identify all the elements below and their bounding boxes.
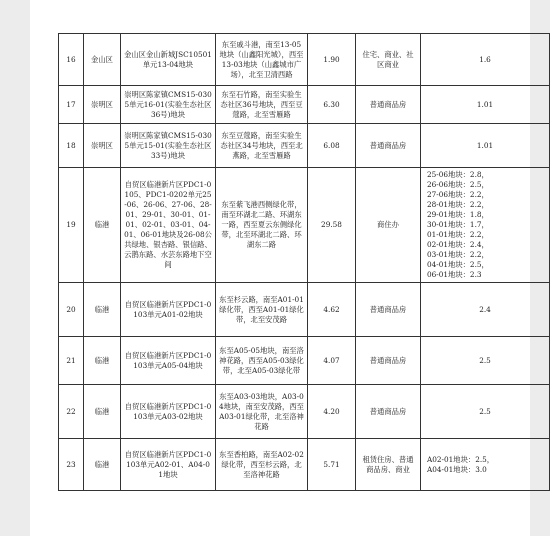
floor-area-ratio-line: A02-01地块：2.5， xyxy=(427,454,495,464)
floor-area-ratio-line: 02-01地块：2.4， xyxy=(427,240,489,249)
usage-cell: 住宅、商业、社区商业 xyxy=(356,34,421,86)
table-row xyxy=(59,168,550,283)
table-row xyxy=(59,439,550,491)
row-number: 22 xyxy=(59,385,84,439)
document-page xyxy=(30,0,530,536)
row-number: 23 xyxy=(59,439,84,491)
row-number: 21 xyxy=(59,337,84,385)
floor-area-ratio-line: 28-01地块：2.2， xyxy=(427,200,489,209)
row-number: 18 xyxy=(59,124,84,168)
district-cell: 临港 xyxy=(84,283,121,337)
floor-area-ratio-line: 1.6 xyxy=(479,54,491,64)
table-row xyxy=(59,34,550,86)
row-number: 20 xyxy=(59,283,84,337)
table-row xyxy=(59,283,550,337)
floor-area-ratio-line: 2.4 xyxy=(479,304,491,314)
floor-area-ratio-line: 27-06地块：2.2， xyxy=(427,190,489,199)
floor-area-ratio-line: 03-01地块：2.2， xyxy=(427,250,489,259)
district-cell: 金山区 xyxy=(84,34,121,86)
area-cell: 29.58 xyxy=(308,168,356,283)
district-cell: 临港 xyxy=(84,168,121,283)
usage-cell: 普通商品房 xyxy=(356,86,421,124)
floor-area-ratio-line: A04-01地块：3.0 xyxy=(427,464,487,474)
district-cell: 崇明区 xyxy=(84,124,121,168)
usage-cell: 商住办 xyxy=(356,168,421,283)
table-row xyxy=(59,124,550,168)
floor-area-ratio-line: 01-01地块：2.2， xyxy=(427,230,489,239)
floor-area-ratio-line: 29-01地块：1.8， xyxy=(427,210,489,219)
district-cell: 临港 xyxy=(84,337,121,385)
plot-name-cell: 崇明区陈家镇CMS15-0305单元15-01(实验生态社区33号)地块 xyxy=(121,124,216,168)
boundary-cell: 东至石竹路，南至实验生态社区36号地块，西至豆蔻路，北至雪雁路 xyxy=(216,86,308,124)
floor-area-ratio-cell xyxy=(421,385,550,439)
area-cell: 6.08 xyxy=(308,124,356,168)
area-cell: 4.20 xyxy=(308,385,356,439)
area-cell: 4.62 xyxy=(308,283,356,337)
boundary-cell: 东至杉云路，南至A01-01绿化带，西至A01-01绿化带，北至安茂路 xyxy=(216,283,308,337)
usage-cell: 普通商品房 xyxy=(356,283,421,337)
usage-cell: 普通商品房 xyxy=(356,337,421,385)
plot-name-cell: 自贸区临港新片区PDC1-0103单元A03-02地块 xyxy=(121,385,216,439)
floor-area-ratio-cell xyxy=(421,439,550,491)
floor-area-ratio-cell xyxy=(421,34,550,86)
area-cell: 6.30 xyxy=(308,86,356,124)
boundary-cell: 东至豆蔻路，南至实验生态社区34号地块，西至北燕路，北至雪雁路 xyxy=(216,124,308,168)
plot-name-cell: 金山区金山新城JSC10501单元13-04地块 xyxy=(121,34,216,86)
plot-name-cell: 自贸区临港新片区PDC1-0103单元A05-04地块 xyxy=(121,337,216,385)
floor-area-ratio-cell xyxy=(421,168,550,283)
table-row xyxy=(59,337,550,385)
floor-area-ratio-line: 04-01地块：2.5， xyxy=(427,260,489,269)
boundary-cell: 东至戚斗港，南至13-05地块（山鑫阳光城），西至13-03地块（山鑫城市广场），北至卫清西路 xyxy=(216,34,308,86)
floor-area-ratio-line: 30-01地块：1.7， xyxy=(427,220,489,229)
district-cell: 崇明区 xyxy=(84,86,121,124)
row-number: 16 xyxy=(59,34,84,86)
table-row xyxy=(59,385,550,439)
floor-area-ratio-line: 25-06地块：2.8， xyxy=(427,170,489,179)
plot-name-cell: 自贸区临港新片区PDC1-0105、PDC1-0202单元25-06、26-06、27-06、28-01、29-01、30-01、01-01、02-01、03-01、04-01、06-01地块及26-08公共绿地、银杏路、银信路、云鹊东路、水芸东路地下空间 xyxy=(121,168,216,283)
boundary-cell: 东至香柏路，南至A02-02绿化带，西至杉云路，北至洛神花路 xyxy=(216,439,308,491)
row-number: 19 xyxy=(59,168,84,283)
boundary-cell: 东至紫飞港西侧绿化带，南至环湖北二路、环湖东一路，西至夏云东侧绿化带，北至环湖北二路、环湖东二路 xyxy=(216,168,308,283)
floor-area-ratio-line: 2.5 xyxy=(479,355,491,365)
district-cell: 临港 xyxy=(84,385,121,439)
table-body xyxy=(59,34,550,491)
boundary-cell: 东至A05-05地块，南至洛神花路，西至A05-03绿化带，北至A05-03绿化带 xyxy=(216,337,308,385)
boundary-cell: 东至A03-03地块，A03-04地块，南至安茂路，西至A03-01绿化带，北至洛神花路 xyxy=(216,385,308,439)
plot-name-cell: 自贸区临港新片区PDC1-0103单元A02-01、A04-01地块 xyxy=(121,439,216,491)
area-cell: 4.07 xyxy=(308,337,356,385)
area-cell: 1.90 xyxy=(308,34,356,86)
floor-area-ratio-cell xyxy=(421,124,550,168)
usage-cell: 普通商品房 xyxy=(356,124,421,168)
floor-area-ratio-line: 1.01 xyxy=(476,99,494,109)
floor-area-ratio-line: 06-01地块：2.3 xyxy=(427,270,482,279)
floor-area-ratio-cell xyxy=(421,283,550,337)
plot-name-cell: 崇明区陈家镇CMS15-0305单元16-01(实验生态社区36号)地块 xyxy=(121,86,216,124)
usage-cell: 普通商品房 xyxy=(356,385,421,439)
floor-area-ratio-cell xyxy=(421,86,550,124)
row-number: 17 xyxy=(59,86,84,124)
district-cell: 临港 xyxy=(84,439,121,491)
floor-area-ratio-cell xyxy=(421,337,550,385)
table-row xyxy=(59,86,550,124)
plot-name-cell: 自贸区临港新片区PDC1-0103单元A01-02地块 xyxy=(121,283,216,337)
floor-area-ratio-line: 1.01 xyxy=(476,140,494,150)
floor-area-ratio-line: 26-06地块：2.5， xyxy=(427,180,489,189)
area-cell: 5.71 xyxy=(308,439,356,491)
land-parcel-table xyxy=(58,33,550,491)
floor-area-ratio-line: 2.5 xyxy=(479,406,491,416)
usage-cell: 租赁住房、普通商品房、商业 xyxy=(356,439,421,491)
